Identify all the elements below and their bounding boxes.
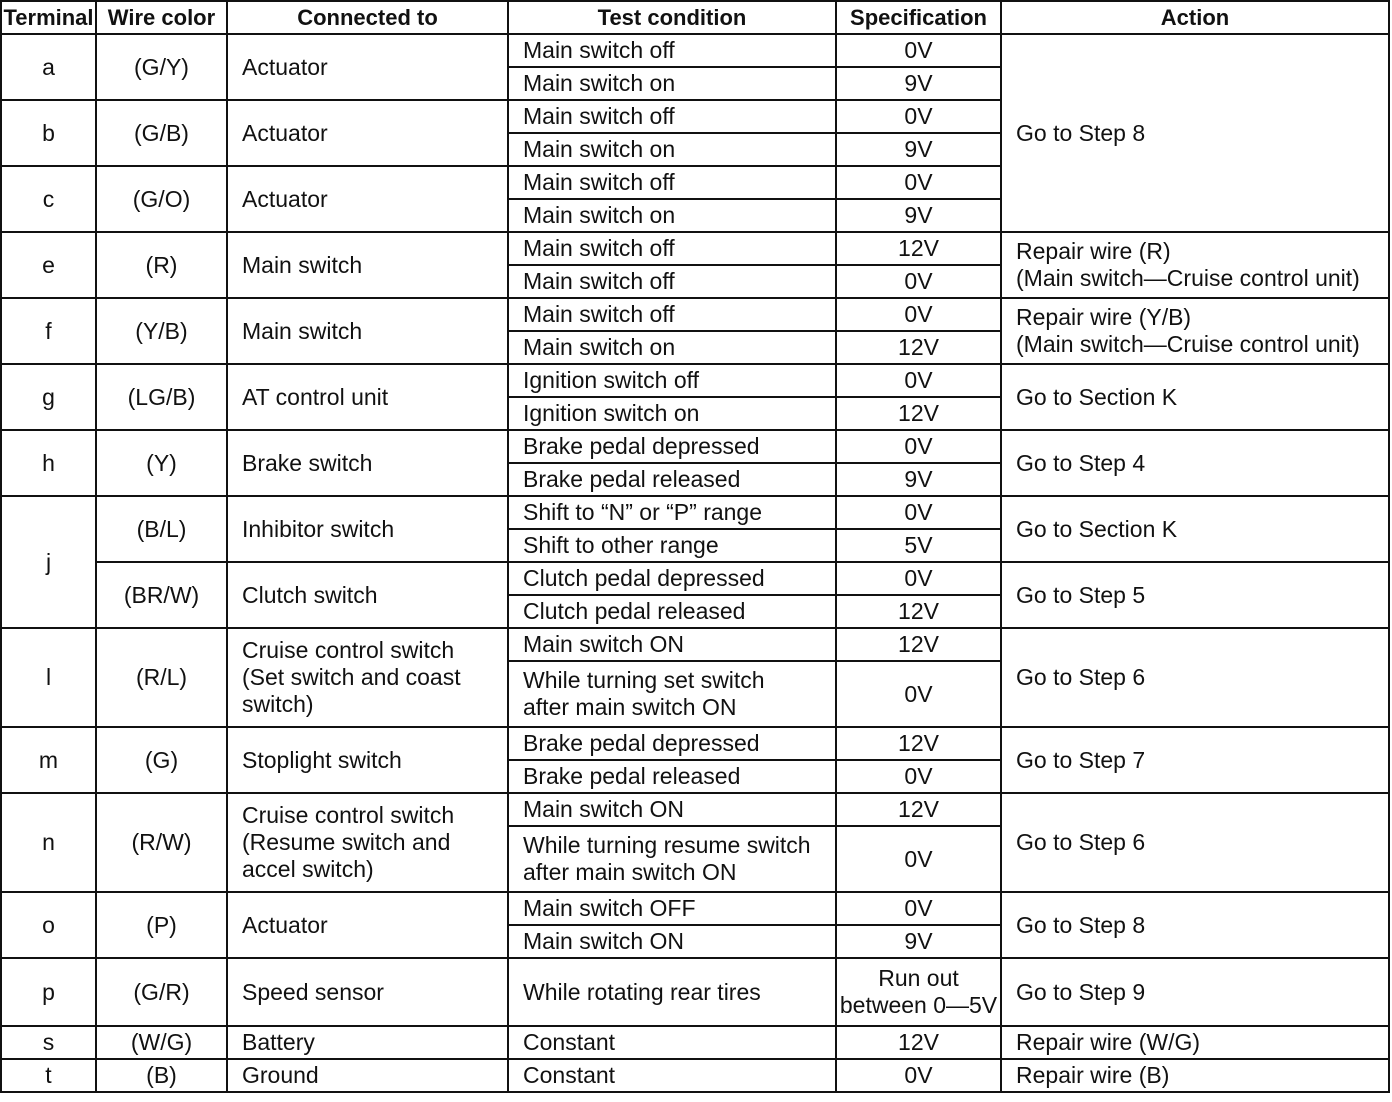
terminal-cell: p (1, 958, 96, 1026)
action-cell: Go to Step 6 (1001, 793, 1389, 892)
terminal-cell: f (1, 298, 96, 364)
specification-cell: 0V (836, 265, 1001, 298)
connected-to-cell: Actuator (227, 34, 508, 100)
wire-color-cell: (R/W) (96, 793, 227, 892)
condition-line: While turning resume switch (523, 832, 811, 858)
wire-color-cell: (B/L) (96, 496, 227, 562)
test-condition-cell: Ignition switch off (508, 364, 836, 397)
wire-color-cell: (G) (96, 727, 227, 793)
wire-color-cell: (P) (96, 892, 227, 958)
specification-cell: 12V (836, 1026, 1001, 1059)
test-condition-cell: Shift to “N” or “P” range (508, 496, 836, 529)
test-condition-cell: Brake pedal depressed (508, 430, 836, 463)
terminal-cell: t (1, 1059, 96, 1092)
specification-cell: 0V (836, 826, 1001, 892)
test-condition-cell: Shift to other range (508, 529, 836, 562)
action-cell: Go to Section K (1001, 496, 1389, 562)
test-condition-cell: Constant (508, 1059, 836, 1092)
connected-to-cell: Actuator (227, 166, 508, 232)
connected-to-cell: Ground (227, 1059, 508, 1092)
test-condition-cell: Brake pedal released (508, 760, 836, 793)
wire-color-cell: (W/G) (96, 1026, 227, 1059)
test-condition-cell: Main switch on (508, 133, 836, 166)
specification-cell: 0V (836, 760, 1001, 793)
test-condition-cell (508, 826, 836, 892)
table-row (1, 1059, 1389, 1092)
connected-to-cell: Stoplight switch (227, 727, 508, 793)
test-condition-cell: Main switch on (508, 199, 836, 232)
connected-to-cell: Inhibitor switch (227, 496, 508, 562)
connected-line: Cruise control switch (242, 637, 455, 663)
test-condition-cell: Brake pedal released (508, 463, 836, 496)
table-row (1, 892, 1389, 925)
spec-line: between 0—5V (839, 992, 998, 1018)
terminal-cell: o (1, 892, 96, 958)
specification-cell: 12V (836, 793, 1001, 826)
wire-color-cell: (G/O) (96, 166, 227, 232)
table-row (1, 496, 1389, 529)
specification-cell: 12V (836, 628, 1001, 661)
connected-line: Cruise control switch (242, 802, 455, 828)
table-row (1, 958, 1389, 1026)
table-row (1, 562, 1389, 595)
wire-color-cell: (LG/B) (96, 364, 227, 430)
terminal-cell: a (1, 34, 96, 100)
action-cell: Go to Step 6 (1001, 628, 1389, 727)
connected-to-cell: AT control unit (227, 364, 508, 430)
action-cell: Go to Step 5 (1001, 562, 1389, 628)
terminal-cell: l (1, 628, 96, 727)
action-cell: Go to Step 9 (1001, 958, 1389, 1026)
action-cell: Go to Step 8 (1001, 34, 1389, 232)
test-condition-cell: Main switch off (508, 166, 836, 199)
terminal-cell: j (1, 496, 96, 628)
table-row (1, 727, 1389, 760)
action-cell: Repair wire (B) (1001, 1059, 1389, 1092)
test-condition-cell: Ignition switch on (508, 397, 836, 430)
terminal-cell: b (1, 100, 96, 166)
action-line: (Main switch—Cruise control unit) (1016, 331, 1360, 357)
specification-cell: 0V (836, 364, 1001, 397)
specification-cell: 0V (836, 298, 1001, 331)
specification-cell: 9V (836, 133, 1001, 166)
table-row (1, 232, 1389, 265)
condition-line: While turning set switch (523, 667, 765, 693)
table-row (1, 364, 1389, 397)
test-condition-cell: Clutch pedal depressed (508, 562, 836, 595)
specification-cell: 0V (836, 562, 1001, 595)
test-condition-cell: Main switch off (508, 232, 836, 265)
specification-cell: 0V (836, 166, 1001, 199)
connected-to-cell: Battery (227, 1026, 508, 1059)
test-condition-cell (508, 661, 836, 727)
wire-color-cell: (R) (96, 232, 227, 298)
specification-cell: 0V (836, 496, 1001, 529)
table-row (1, 298, 1389, 331)
specification-cell: 12V (836, 232, 1001, 265)
test-condition-cell: Main switch on (508, 67, 836, 100)
wire-color-cell: (R/L) (96, 628, 227, 727)
wire-color-cell: (B) (96, 1059, 227, 1092)
action-cell (1001, 232, 1389, 298)
terminal-cell: e (1, 232, 96, 298)
connected-to-cell: Actuator (227, 100, 508, 166)
test-condition-cell: Main switch off (508, 265, 836, 298)
specification-cell: 12V (836, 331, 1001, 364)
header-test-condition: Test condition (508, 1, 836, 34)
connected-line: (Set switch and coast (242, 664, 461, 690)
action-cell: Go to Step 4 (1001, 430, 1389, 496)
test-condition-cell: Main switch OFF (508, 892, 836, 925)
action-line: Repair wire (R) (1016, 238, 1171, 264)
test-condition-cell: While rotating rear tires (508, 958, 836, 1026)
specification-cell: 0V (836, 430, 1001, 463)
wire-color-cell: (Y/B) (96, 298, 227, 364)
test-condition-cell: Main switch off (508, 298, 836, 331)
specification-cell: 12V (836, 727, 1001, 760)
action-cell: Go to Section K (1001, 364, 1389, 430)
specification-cell: 0V (836, 1059, 1001, 1092)
table-row (1, 628, 1389, 661)
connected-to-cell: Main switch (227, 298, 508, 364)
specification-cell: 9V (836, 199, 1001, 232)
connected-line: (Resume switch and (242, 829, 451, 855)
test-condition-cell: Main switch ON (508, 925, 836, 958)
test-condition-cell: Clutch pedal released (508, 595, 836, 628)
wire-color-cell: (Y) (96, 430, 227, 496)
action-cell: Go to Step 7 (1001, 727, 1389, 793)
specification-cell: 0V (836, 892, 1001, 925)
test-condition-cell: Brake pedal depressed (508, 727, 836, 760)
test-condition-cell: Main switch ON (508, 793, 836, 826)
specification-cell: 12V (836, 595, 1001, 628)
action-cell: Go to Step 8 (1001, 892, 1389, 958)
connected-line: switch) (242, 691, 314, 717)
test-condition-cell: Constant (508, 1026, 836, 1059)
test-condition-cell: Main switch ON (508, 628, 836, 661)
header-connected-to: Connected to (227, 1, 508, 34)
table-row (1, 1026, 1389, 1059)
header-row (1, 1, 1389, 34)
specification-cell: 12V (836, 397, 1001, 430)
specification-cell: 9V (836, 925, 1001, 958)
specification-cell: 0V (836, 661, 1001, 727)
connected-to-cell: Main switch (227, 232, 508, 298)
connected-to-cell (227, 793, 508, 892)
table-row (1, 34, 1389, 67)
terminal-cell: c (1, 166, 96, 232)
test-condition-cell: Main switch on (508, 331, 836, 364)
test-condition-cell: Main switch off (508, 100, 836, 133)
terminal-cell: h (1, 430, 96, 496)
specification-cell: 0V (836, 34, 1001, 67)
connected-line: accel switch) (242, 856, 374, 882)
table-row (1, 793, 1389, 826)
connected-to-cell: Speed sensor (227, 958, 508, 1026)
header-terminal: Terminal (1, 1, 96, 34)
connected-to-cell: Actuator (227, 892, 508, 958)
action-cell: Repair wire (W/G) (1001, 1026, 1389, 1059)
header-wire-color: Wire color (96, 1, 227, 34)
action-line: (Main switch—Cruise control unit) (1016, 265, 1360, 291)
wire-color-cell: (BR/W) (96, 562, 227, 628)
action-cell (1001, 298, 1389, 364)
connected-to-cell: Clutch switch (227, 562, 508, 628)
action-line: Repair wire (Y/B) (1016, 304, 1192, 330)
condition-line: after main switch ON (523, 694, 737, 720)
spec-line: Run out (878, 965, 959, 991)
connected-to-cell (227, 628, 508, 727)
wire-color-cell: (G/R) (96, 958, 227, 1026)
specification-cell: 9V (836, 67, 1001, 100)
terminal-cell: g (1, 364, 96, 430)
wire-color-cell: (G/B) (96, 100, 227, 166)
wire-color-cell: (G/Y) (96, 34, 227, 100)
connected-to-cell: Brake switch (227, 430, 508, 496)
terminal-cell: s (1, 1026, 96, 1059)
terminal-cell: m (1, 727, 96, 793)
terminal-cell: n (1, 793, 96, 892)
header-specification: Specification (836, 1, 1001, 34)
specification-cell: 0V (836, 100, 1001, 133)
specification-cell (836, 958, 1001, 1026)
specification-cell: 9V (836, 463, 1001, 496)
header-action: Action (1001, 1, 1389, 34)
table-row (1, 430, 1389, 463)
test-condition-cell: Main switch off (508, 34, 836, 67)
condition-line: after main switch ON (523, 859, 737, 885)
specification-cell: 5V (836, 529, 1001, 562)
